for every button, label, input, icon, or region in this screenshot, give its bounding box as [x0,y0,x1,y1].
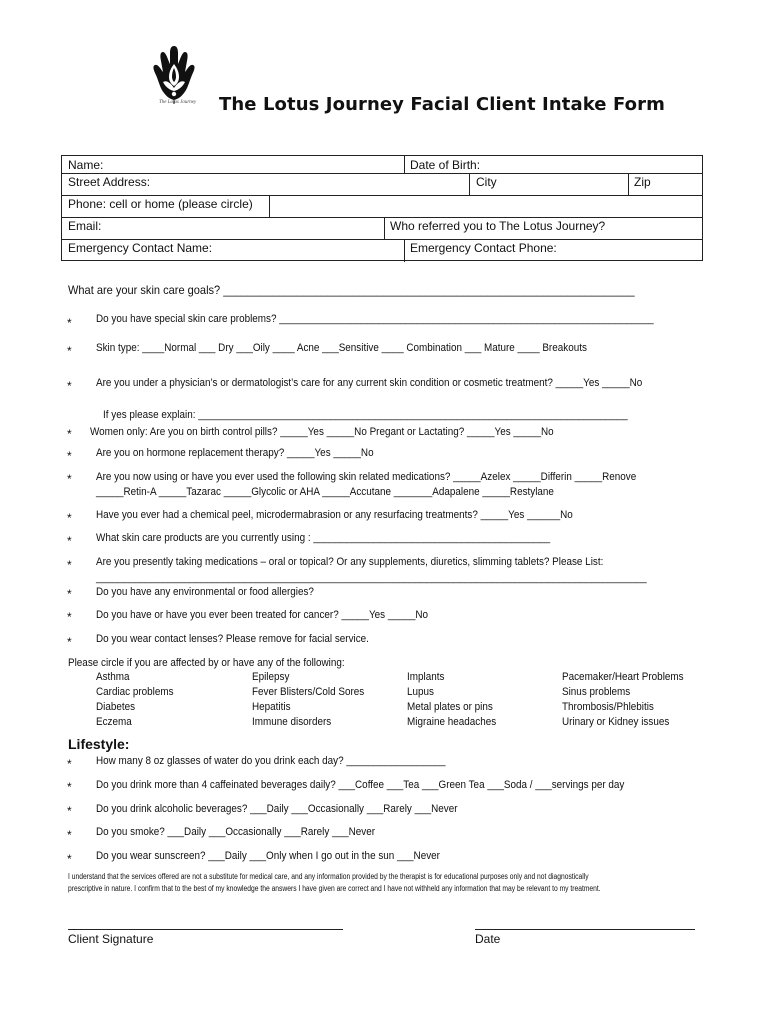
emergency-contact-phone-label: Emergency Contact Phone: [410,241,557,255]
condition-item[interactable]: Lupus [407,686,434,698]
question-current-medications[interactable]: Are you presently taking medications – oral or topical? Or any supplements, diuretics, slimming tablets? Please List: [96,556,604,568]
asterisk-icon: * [67,344,72,358]
zip-field[interactable] [634,175,651,189]
question-caffeine[interactable]: Do you drink more than 4 caffeinated beverages daily? ___Coffee ___Tea ___Green Tea ___Soda / ___servings per day [96,779,625,791]
condition-item[interactable]: Thrombosis/Phlebitis [562,701,654,713]
question-skin-type[interactable]: Skin type: ____Normal ___ Dry ___Oily ____ Acne ___Sensitive ____ Combination ___ Mature ____ Breakouts [96,342,587,354]
medications-list-line[interactable]: ____________________________________________________________________________________________________ [96,572,647,584]
conditions-intro: Please circle if you are affected by or have any of the following: [68,657,345,669]
client-signature-label: Client Signature [68,932,154,946]
dob-label: Date of Birth: [410,158,481,172]
name-label: Name: [68,158,104,172]
asterisk-icon: * [67,804,72,818]
condition-item[interactable]: Urinary or Kidney issues [562,716,670,728]
condition-item[interactable]: Diabetes [96,701,136,713]
question-cancer[interactable]: Do you have or have you ever been treated for cancer? _____Yes _____No [96,609,429,621]
question-medications[interactable]: Are you now using or have you ever used the following skin related medications? _____Azelex _____Differin _____Renove [96,471,637,483]
client-signature-line[interactable] [68,929,343,930]
email-label: Email: [68,219,102,233]
city-label: City [476,175,497,189]
zip-label: Zip [634,175,651,189]
disclaimer-line: prescriptive in nature. I confirm that to the best of my knowledge the answers I have given are correct and I have not withheld any information that may be relevant to my treatment. [68,884,601,893]
city-field[interactable] [476,175,497,189]
asterisk-icon: * [67,427,72,441]
referral-field[interactable] [390,219,605,233]
asterisk-icon: * [67,610,72,624]
question-medications-more[interactable]: _____Retin-A _____Tazarac _____Glycolic or AHA _____Accutane _______Adapalene _____Restylane [96,486,554,498]
asterisk-icon: * [67,558,72,572]
email-field[interactable] [68,219,101,233]
question-contact-lenses[interactable]: Do you wear contact lenses? Please remove for facial service. [96,633,369,645]
condition-item[interactable]: Migraine headaches [407,716,497,728]
question-chemical-peel[interactable]: Have you ever had a chemical peel, microdermabrasion or any resurfacing treatments? _____Yes ______No [96,509,573,521]
lifestyle-heading: Lifestyle: [68,736,130,752]
page-title: The Lotus Journey Facial Client Intake Form [219,94,665,115]
condition-item[interactable]: Eczema [96,716,132,728]
condition-item[interactable]: Pacemaker/Heart Problems [562,671,684,683]
asterisk-icon: * [67,472,72,486]
condition-item[interactable]: Implants [407,671,445,683]
question-allergies[interactable]: Do you have any environmental or food allergies? [96,586,314,598]
asterisk-icon: * [67,757,72,771]
condition-item[interactable]: Immune disorders [252,716,332,728]
date-line[interactable] [475,929,695,930]
condition-item[interactable]: Cardiac problems [96,686,174,698]
question-physician-care[interactable]: Are you under a physician’s or dermatologist’s care for any current skin condition or cosmetic treatment? _____Yes _____No [96,377,643,389]
asterisk-icon: * [67,828,72,842]
emergency-contact-phone-field[interactable] [410,241,557,255]
asterisk-icon: * [67,635,72,649]
condition-item[interactable]: Asthma [96,671,130,683]
question-hormone-therapy[interactable]: Are you on hormone replacement therapy? _____Yes _____No [96,447,374,459]
dob-field[interactable] [410,158,480,172]
condition-item[interactable]: Sinus problems [562,686,631,698]
referral-label: Who referred you to The Lotus Journey? [390,219,606,233]
asterisk-icon: * [67,852,72,866]
phone-label: Phone: cell or home (please circle) [68,197,253,211]
question-women-only[interactable]: Women only: Are you on birth control pills? _____Yes _____No Pregant or Lactating? _____Yes _____No [90,426,554,438]
condition-item[interactable]: Epilepsy [252,671,290,683]
question-sunscreen[interactable]: Do you wear sunscreen? ___Daily ___Only when I go out in the sun ___Never [96,850,440,862]
question-current-products[interactable]: What skin care products are you currently using : ___________________________________________ [96,532,551,544]
question-skin-problems[interactable]: Do you have special skin care problems? ____________________________________________________________________ [96,313,654,325]
logo-caption: The Lotus Journey [159,100,197,105]
date-label: Date [475,932,501,946]
skin-care-goals-question[interactable]: What are your skin care goals? ___________________________________________________________________ [68,283,635,297]
emergency-contact-name-field[interactable] [68,241,212,255]
asterisk-icon: * [67,511,72,525]
question-explain[interactable]: If yes please explain: ______________________________________________________________________________ [103,409,628,421]
disclaimer-line: I understand that the services offered are not a substitute for medical care, and any information provided by the therapist is for educational purposes only and not diagnostically [68,872,589,881]
question-alcohol[interactable]: Do you drink alcoholic beverages? ___Daily ___Occasionally ___Rarely ___Never [96,803,458,815]
question-smoke[interactable]: Do you smoke? ___Daily ___Occasionally ___Rarely ___Never [96,826,375,838]
asterisk-icon: * [67,587,72,601]
question-water[interactable]: How many 8 oz glasses of water do you drink each day? __________________ [96,755,446,767]
asterisk-icon: * [67,316,72,330]
phone-field[interactable] [272,197,697,215]
condition-item[interactable]: Fever Blisters/Cold Sores [252,686,365,698]
condition-item[interactable]: Metal plates or pins [407,701,493,713]
asterisk-icon: * [67,780,72,794]
street-address-label: Street Address: [68,175,151,189]
emergency-contact-name-label: Emergency Contact Name: [68,241,213,255]
asterisk-icon: * [67,534,72,548]
contact-info-grid [61,155,703,261]
asterisk-icon: * [67,379,72,393]
street-address-field[interactable] [68,175,150,189]
asterisk-icon: * [67,449,72,463]
condition-item[interactable]: Hepatitis [252,701,291,713]
name-field[interactable] [68,158,103,172]
